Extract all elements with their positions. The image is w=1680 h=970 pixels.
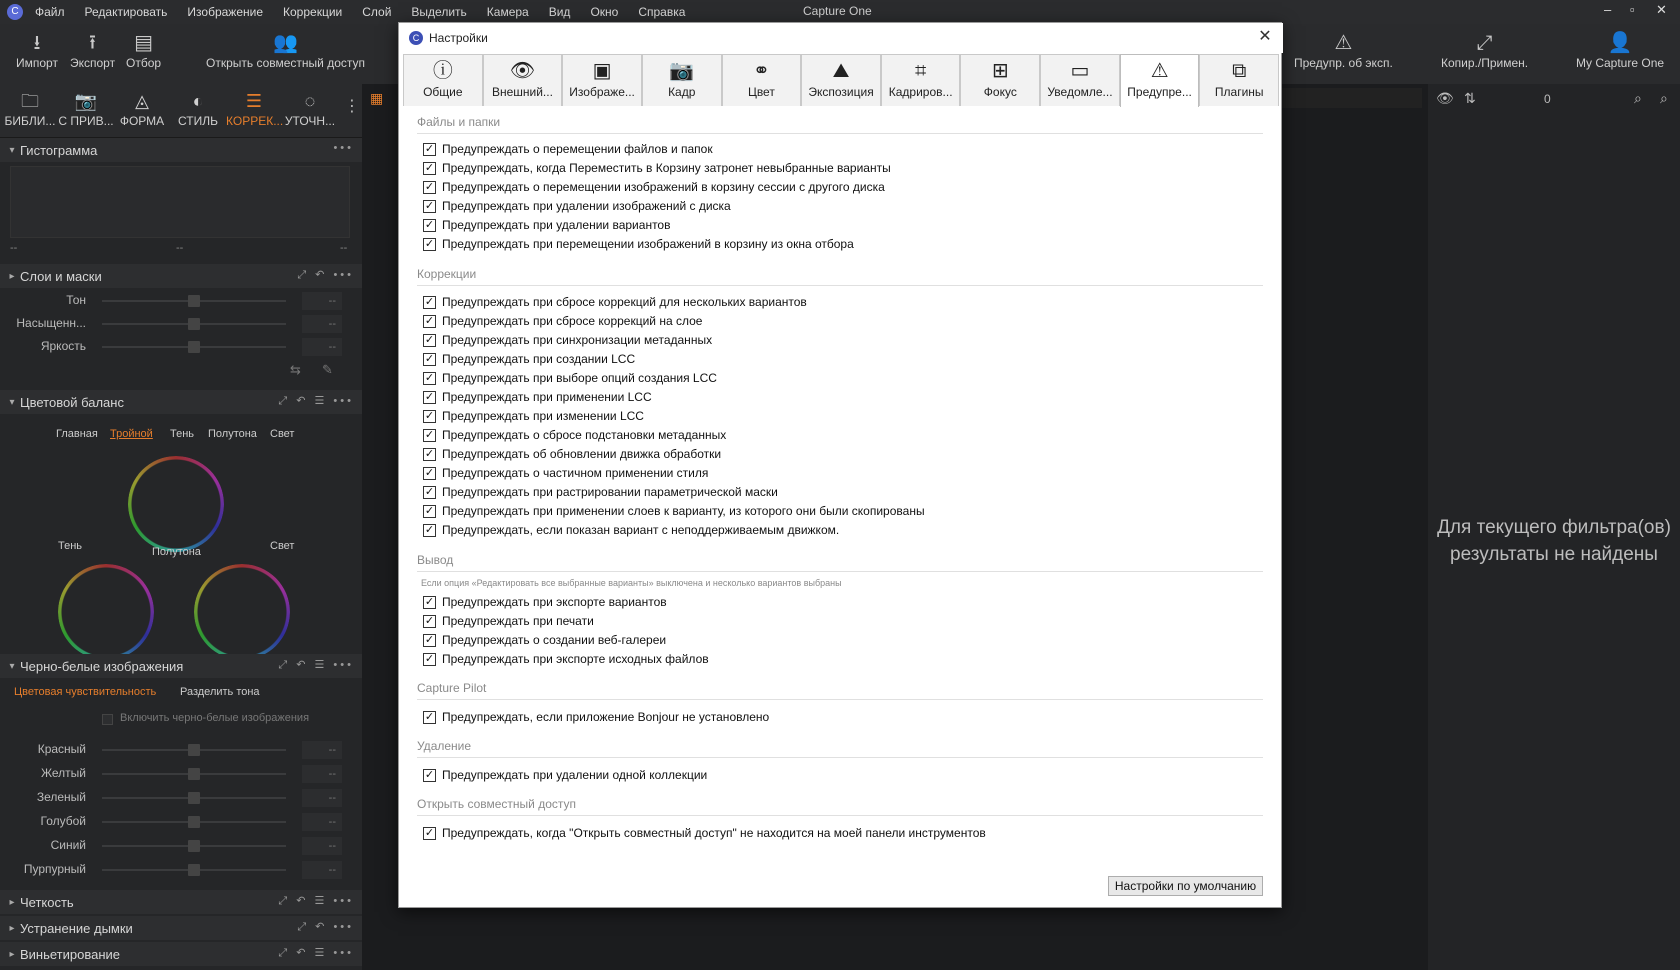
- focus-icon: ⊞: [991, 60, 1009, 82]
- bw-cyan-value[interactable]: --: [302, 813, 342, 831]
- checkbox-label: Предупреждать о сбросе подстановки метаданных: [442, 428, 727, 442]
- checkbox-checked[interactable]: ✓: [424, 161, 435, 174]
- close-icon[interactable]: ✕: [1258, 28, 1272, 45]
- tab-plugins[interactable]: [1199, 54, 1279, 106]
- bw-green-label: Зеленый: [36, 790, 86, 804]
- checkbox-checked[interactable]: ✓: [424, 826, 435, 839]
- export-icon: ⭱: [89, 32, 97, 54]
- checkbox-label: Предупреждать при печати: [442, 614, 594, 628]
- checkbox-checked[interactable]: ✓: [424, 371, 435, 384]
- checkbox-checked[interactable]: ✓: [424, 409, 435, 422]
- checkbox-checked[interactable]: ✓: [424, 447, 435, 460]
- cb-tab-master[interactable]: Главная: [56, 428, 98, 440]
- tab-exposure[interactable]: [801, 54, 881, 106]
- camera-icon: 📷: [74, 91, 98, 111]
- slider-knob[interactable]: [188, 792, 200, 804]
- checkbox-label: Предупреждать, когда "Открыть совместный доступ" не находится на моей панели инструментов: [442, 826, 986, 840]
- histogram-icon: ⛰: [832, 60, 850, 82]
- import-button[interactable]: [16, 30, 58, 70]
- sort-icon[interactable]: ⇅: [1464, 90, 1476, 106]
- group-title: Коррекции: [417, 267, 477, 281]
- tab-warnings[interactable]: [1120, 54, 1200, 107]
- tab-label: Внешний...: [491, 85, 553, 99]
- colorbalance-header[interactable]: [0, 390, 362, 414]
- checkbox-label: Предупреждать, если приложение Bonjour не установлено: [442, 710, 770, 724]
- maximize-icon[interactable]: ▫: [1630, 2, 1635, 17]
- chevron-right-icon: ▸: [9, 270, 15, 282]
- bw-red-value[interactable]: --: [302, 741, 342, 759]
- tab-capture[interactable]: [642, 54, 722, 106]
- close-window-icon[interactable]: ✕: [1656, 2, 1667, 17]
- tab-label: Общие: [423, 85, 463, 99]
- bw-tab-split[interactable]: Разделить тона: [180, 686, 260, 698]
- tooltab-shape[interactable]: [114, 88, 170, 128]
- picker-icon[interactable]: ✎: [322, 362, 333, 377]
- more-icon[interactable]: •••: [333, 142, 354, 154]
- account-label: My Capture One: [1576, 56, 1665, 70]
- warn-checkbox[interactable]: [423, 613, 594, 629]
- tooltab-label: УТОЧН...: [284, 114, 336, 128]
- section-tools-icon[interactable]: ⤢ ↶ ☰ •••: [278, 947, 354, 959]
- checkbox-label: Предупреждать, если показан вариант с неподдерживаемым движком.: [442, 523, 840, 537]
- image-count: 0: [1544, 92, 1551, 106]
- left-tool-panel: [0, 84, 362, 970]
- highlight-color-wheel[interactable]: [194, 564, 290, 660]
- import-label: Импорт: [16, 56, 58, 70]
- chevron-down-icon: ▾: [9, 660, 15, 672]
- menu-select[interactable]: Выделить: [411, 5, 467, 19]
- tab-focus[interactable]: [960, 54, 1040, 106]
- warn-checkbox[interactable]: [423, 522, 839, 538]
- lens-icon: ◬: [135, 91, 149, 111]
- group-adjustments: [417, 267, 1263, 281]
- warn-checkbox[interactable]: [423, 351, 635, 367]
- bw-blue-slider[interactable]: [0, 835, 362, 857]
- warn-checkbox[interactable]: [423, 632, 666, 648]
- tab-crop[interactable]: [881, 54, 961, 106]
- menu-bar: [0, 0, 1680, 24]
- empty-results-message: Для текущего фильтра(ов) результаты не найдены: [1437, 517, 1671, 565]
- tab-label: Фокус: [983, 85, 1017, 99]
- browser-panel: [1428, 84, 1680, 970]
- warn-checkbox[interactable]: [423, 465, 708, 481]
- checkbox-label: Предупреждать при применении слоев к варианту, из которого они были скопированы: [442, 504, 925, 518]
- checkbox-checked[interactable]: ✓: [424, 199, 435, 212]
- group-title: Вывод: [417, 553, 454, 567]
- tab-notifications[interactable]: [1040, 54, 1120, 106]
- checkbox-checked[interactable]: ✓: [424, 768, 435, 781]
- checkbox-checked[interactable]: ✓: [424, 237, 435, 250]
- checkbox-checked[interactable]: ✓: [424, 295, 435, 308]
- bw-green-value[interactable]: --: [302, 789, 342, 807]
- brightness-value[interactable]: --: [302, 338, 342, 356]
- layers-title: Слои и маски: [20, 268, 102, 284]
- histogram-mid: --: [176, 242, 184, 254]
- bw-cyan-slider[interactable]: [0, 811, 362, 833]
- group-output: [417, 553, 1263, 567]
- divider: [417, 757, 1263, 758]
- hue-value[interactable]: --: [302, 292, 342, 310]
- folder-icon: 🗀: [21, 91, 39, 111]
- share-users-icon: 👥: [273, 32, 298, 54]
- checkbox-label: Предупреждать об обновлении движка обработки: [442, 447, 722, 461]
- clarity-title: Четкость: [20, 894, 74, 910]
- menu-window[interactable]: Окно: [590, 5, 619, 19]
- checkbox-checked[interactable]: ✓: [424, 390, 435, 403]
- crop-icon: ⌗: [915, 60, 927, 82]
- warning-icon: ⚠: [1150, 60, 1169, 82]
- checkbox-label: Предупреждать о перемещении файлов и папок: [442, 142, 713, 156]
- divider: [417, 133, 1263, 134]
- menu-image[interactable]: Изображение: [187, 5, 264, 19]
- bw-enable-label: Включить черно-белые изображения: [120, 712, 310, 724]
- group-capture-pilot: [417, 681, 1263, 695]
- color-icon: ◐: [192, 91, 204, 111]
- saturation-label: Насыщенн...: [16, 316, 86, 330]
- chevron-down-icon: ▾: [9, 144, 15, 156]
- vignette-header[interactable]: [0, 942, 362, 966]
- grid-view-icon[interactable]: ▦: [370, 90, 384, 106]
- brightness-label: Яркость: [40, 339, 86, 353]
- zoom-slider[interactable]: [1282, 88, 1422, 108]
- bw-blue-value[interactable]: --: [302, 837, 342, 855]
- histogram-high: --: [340, 242, 348, 254]
- bw-cyan-label: Голубой: [40, 814, 86, 828]
- checkbox-label: Предупреждать о создании веб-галереи: [442, 633, 667, 647]
- histogram-header[interactable]: [0, 138, 362, 162]
- warn-checkbox[interactable]: [423, 236, 854, 252]
- checkbox-label: Предупреждать о перемещении изображений в корзину сессии с другого диска: [442, 180, 885, 194]
- hue-label: Тон: [66, 293, 86, 307]
- search-icon[interactable]: ⌕: [1660, 90, 1668, 106]
- warn-checkbox[interactable]: [423, 389, 652, 405]
- checkbox-label: Предупреждать при удалении вариантов: [442, 218, 671, 232]
- menu-adjustments[interactable]: Коррекции: [283, 5, 343, 19]
- warn-checkbox[interactable]: [423, 160, 891, 176]
- bw-yellow-slider[interactable]: [0, 763, 362, 785]
- info-icon: ⓘ: [432, 60, 453, 82]
- menu-layer[interactable]: Слой: [362, 5, 392, 19]
- more-tabs-icon[interactable]: ⋮: [344, 98, 360, 115]
- checkbox-label: Предупреждать при экспорте вариантов: [442, 595, 667, 609]
- tool-tabs: [0, 84, 362, 138]
- bw-yellow-label: Желтый: [40, 766, 86, 780]
- tooltab-label: СТИЛЬ: [178, 114, 218, 128]
- checkbox-label: Предупреждать при изменении LCC: [442, 409, 644, 423]
- midtone-label: Полутона: [152, 546, 201, 558]
- color-circles-icon: ⚭: [753, 60, 770, 82]
- output-note: Если опция «Редактировать все выбранные варианты» выключена и несколько вариантов выбраны: [421, 578, 842, 588]
- zoom-icon[interactable]: ⌕: [1634, 90, 1642, 106]
- export-button[interactable]: [70, 30, 115, 70]
- warn-checkbox[interactable]: [423, 446, 721, 462]
- slider-knob[interactable]: [188, 864, 200, 876]
- cb-tab-3way[interactable]: Тройной: [110, 428, 153, 440]
- app-title: Capture One: [803, 4, 872, 18]
- bw-title: Черно-белые изображения: [20, 658, 184, 674]
- tooltab-style[interactable]: [170, 88, 226, 128]
- checkbox-label: Предупреждать при применении LCC: [442, 390, 652, 404]
- checkbox-checked[interactable]: ✓: [424, 314, 435, 327]
- menu-camera[interactable]: Камера: [486, 5, 529, 19]
- checkbox-label: Предупреждать при синхронизации метаданных: [442, 333, 713, 347]
- reset-icon[interactable]: ⇆: [290, 362, 301, 377]
- warn-checkbox[interactable]: [423, 370, 717, 386]
- warn-checkbox[interactable]: [423, 594, 667, 610]
- chevron-down-icon: ▾: [9, 396, 15, 408]
- slider-knob[interactable]: [188, 816, 200, 828]
- exposure-warning-label: Предупр. об эксп.: [1294, 56, 1393, 70]
- checkbox-checked[interactable]: ✓: [424, 466, 435, 479]
- chevron-right-icon: ▸: [9, 922, 15, 934]
- warn-checkbox[interactable]: [423, 825, 986, 841]
- group-title: Файлы и папки: [417, 115, 501, 129]
- puzzle-icon: ⧉: [1232, 60, 1247, 82]
- checkbox-checked[interactable]: ✓: [424, 333, 435, 346]
- app-logo-icon: C: [7, 4, 23, 20]
- vignette-title: Виньетирование: [20, 946, 121, 962]
- menu-file[interactable]: Файл: [35, 5, 65, 19]
- section-tools-icon[interactable]: ⤢ ↶ •••: [297, 269, 354, 281]
- warn-checkbox[interactable]: [423, 313, 702, 329]
- brightness-slider[interactable]: [0, 336, 362, 358]
- section-tools-icon[interactable]: ⤢ ↶ ☰ •••: [278, 395, 354, 407]
- checkbox-label: Предупреждать, когда Переместить в Корзину затронет невыбранные варианты: [442, 161, 891, 175]
- bw-yellow-value[interactable]: --: [302, 765, 342, 783]
- hue-slider[interactable]: [0, 290, 362, 312]
- exposure-warning-button[interactable]: [1294, 30, 1393, 70]
- checkbox-label: Предупреждать о частичном применении стиля: [442, 466, 709, 480]
- dehaze-header[interactable]: [0, 916, 362, 940]
- saturation-slider[interactable]: [0, 313, 362, 335]
- divider: [417, 815, 1263, 816]
- warn-checkbox[interactable]: [423, 198, 731, 214]
- histogram-low: --: [10, 242, 18, 254]
- checkbox-checked[interactable]: ✓: [424, 523, 435, 536]
- checkbox-checked[interactable]: ✓: [424, 428, 435, 441]
- clarity-header[interactable]: [0, 890, 362, 914]
- tab-label: Кадр: [668, 85, 696, 99]
- import-icon: ⭳: [33, 32, 41, 54]
- eye-icon[interactable]: 👁: [1436, 90, 1454, 106]
- bw-header[interactable]: [0, 654, 362, 678]
- tab-appearance[interactable]: [483, 54, 563, 106]
- warn-checkbox[interactable]: [423, 408, 644, 424]
- dehaze-title: Устранение дымки: [20, 920, 133, 936]
- bw-magenta-value[interactable]: --: [302, 861, 342, 879]
- slider-knob[interactable]: [188, 744, 200, 756]
- account-button[interactable]: [1576, 30, 1664, 70]
- dialog-title: Настройки: [429, 31, 488, 45]
- checkbox-label: Предупреждать при перемещении изображений в корзину из окна отбора: [442, 237, 854, 251]
- warn-checkbox[interactable]: [423, 217, 670, 233]
- select-button[interactable]: [126, 30, 161, 70]
- checkbox-label: Предупреждать при удалении изображений с диска: [442, 199, 731, 213]
- warn-checkbox[interactable]: [423, 651, 709, 667]
- checkbox-checked[interactable]: ✓: [424, 142, 435, 155]
- shadow-color-wheel[interactable]: [58, 564, 154, 660]
- tooltab-capture[interactable]: [58, 88, 114, 128]
- checkbox-label: Предупреждать при удалении одной коллекции: [442, 768, 708, 782]
- tab-label: Экспозиция: [808, 85, 874, 99]
- slider-knob[interactable]: [188, 840, 200, 852]
- tab-general[interactable]: [403, 54, 483, 106]
- midtone-color-wheel[interactable]: [128, 456, 224, 552]
- checkbox-label: Предупреждать при выборе опций создания LCC: [442, 371, 717, 385]
- checkbox-checked[interactable]: ✓: [424, 633, 435, 646]
- checkbox-checked[interactable]: ✓: [424, 710, 435, 723]
- section-tools-icon[interactable]: ⤢ ↶ ☰ •••: [278, 659, 354, 671]
- camera-icon: 📷: [669, 60, 695, 82]
- warn-checkbox[interactable]: [423, 141, 713, 157]
- select-icon: ▤: [134, 32, 153, 54]
- group-title: Capture Pilot: [417, 681, 487, 695]
- divider: [417, 571, 1263, 572]
- warn-checkbox[interactable]: [423, 332, 712, 348]
- menu-view[interactable]: Вид: [548, 5, 571, 19]
- highlight-label: Свет: [270, 540, 295, 552]
- cb-tab-highlight[interactable]: Свет: [270, 428, 295, 440]
- cb-tab-midtone[interactable]: Полутона: [208, 428, 257, 440]
- app-logo-icon: C: [409, 31, 423, 45]
- layers-header[interactable]: [0, 264, 362, 288]
- refine-icon: ◌: [304, 91, 316, 111]
- share-button[interactable]: [206, 30, 365, 70]
- warn-checkbox[interactable]: [423, 709, 769, 725]
- warn-checkbox[interactable]: [423, 179, 885, 195]
- menu-edit[interactable]: Редактировать: [84, 5, 168, 19]
- settings-dialog: [398, 22, 1282, 908]
- group-files: [417, 115, 1263, 129]
- tooltab-label: С ПРИВ...: [58, 114, 114, 128]
- share-label: Открыть совместный доступ: [206, 56, 366, 70]
- copy-apply-button[interactable]: [1441, 30, 1528, 70]
- bw-magenta-slider[interactable]: [0, 859, 362, 881]
- warn-checkbox[interactable]: [423, 767, 707, 783]
- slider-knob[interactable]: [188, 768, 200, 780]
- tab-label: Плагины: [1214, 85, 1264, 99]
- slider-knob[interactable]: [188, 318, 200, 330]
- checkbox-checked[interactable]: ✓: [424, 180, 435, 193]
- warning-icon: ⚠: [1334, 32, 1353, 54]
- chevron-right-icon: ▸: [9, 896, 15, 908]
- saturation-value[interactable]: --: [302, 315, 342, 333]
- group-delete: [417, 739, 1263, 753]
- image-icon: ▣: [592, 60, 612, 82]
- cb-tab-shadow[interactable]: Тень: [170, 428, 195, 440]
- tooltab-label: БИБЛИ...: [4, 114, 56, 128]
- warn-checkbox[interactable]: [423, 503, 925, 519]
- tab-label: Предупре...: [1127, 85, 1192, 99]
- checkbox-checked[interactable]: ✓: [424, 352, 435, 365]
- copy-apply-label: Копир./Примен.: [1441, 56, 1529, 70]
- minimize-icon[interactable]: –: [1604, 2, 1612, 17]
- checkbox-checked[interactable]: ✓: [424, 218, 435, 231]
- tab-color[interactable]: [722, 54, 802, 106]
- restore-defaults-button[interactable]: Настройки по умолчанию: [1108, 876, 1263, 896]
- checkbox-label: Предупреждать при сбросе коррекций на слое: [442, 314, 703, 328]
- tab-image[interactable]: [562, 54, 642, 106]
- warn-checkbox[interactable]: [423, 294, 807, 310]
- group-title: Удаление: [417, 739, 472, 753]
- divider: [417, 699, 1263, 700]
- section-tools-icon[interactable]: ⤢ ↶ •••: [297, 921, 354, 933]
- checkbox-label: Предупреждать при сбросе коррекций для нескольких вариантов: [442, 295, 807, 309]
- sliders-icon: ☰: [245, 91, 263, 111]
- tab-label: Уведомле...: [1047, 85, 1113, 99]
- bw-red-slider[interactable]: [0, 739, 362, 761]
- checkbox-checked[interactable]: ✓: [424, 504, 435, 517]
- group-share: [417, 797, 1263, 811]
- checkbox-checked[interactable]: ✓: [424, 485, 435, 498]
- colorbalance-title: Цветовой баланс: [20, 394, 124, 410]
- tab-label: Изображе...: [569, 85, 635, 99]
- histogram-title: Гистограмма: [20, 142, 98, 158]
- group-title: Открыть совместный доступ: [417, 797, 577, 811]
- bw-magenta-label: Пурпурный: [23, 862, 86, 876]
- bw-green-slider[interactable]: [0, 787, 362, 809]
- menu-help[interactable]: Справка: [638, 5, 686, 19]
- checkbox-checked[interactable]: ✓: [424, 652, 435, 665]
- shadow-label: Тень: [58, 540, 83, 552]
- settings-tabs: [403, 54, 1279, 106]
- tooltab-library[interactable]: [2, 88, 58, 128]
- copy-apply-icon: ⤢: [1476, 32, 1493, 54]
- checkbox-label: Предупреждать при растрировании параметрической маски: [442, 485, 778, 499]
- tooltab-label: ФОРМА: [119, 114, 165, 128]
- divider: [417, 285, 1263, 286]
- section-tools-icon[interactable]: ⤢ ↶ ☰ •••: [278, 895, 354, 907]
- eye-icon: 👁: [509, 60, 536, 82]
- dialog-titlebar: [399, 23, 1283, 53]
- user-icon: 👤: [1607, 32, 1633, 54]
- chevron-right-icon: ▸: [9, 948, 15, 960]
- histogram-graph: [10, 166, 350, 238]
- tooltab-adjust[interactable]: [226, 88, 282, 128]
- checkbox-checked[interactable]: ✓: [424, 595, 435, 608]
- warn-checkbox[interactable]: [423, 427, 726, 443]
- warn-checkbox[interactable]: [423, 484, 778, 500]
- tooltab-refine[interactable]: [282, 88, 338, 128]
- checkbox-label: Предупреждать при создании LCC: [442, 352, 636, 366]
- speech-bubble-icon: ▭: [1070, 60, 1090, 82]
- slider-knob[interactable]: [188, 295, 200, 307]
- tab-label: Кадриров...: [888, 85, 953, 99]
- bw-tab-sensitivity[interactable]: Цветовая чувствительность: [14, 686, 157, 698]
- bw-enable-checkbox[interactable]: [102, 714, 113, 725]
- export-label: Экспорт: [70, 56, 116, 70]
- bw-blue-label: Синий: [50, 838, 86, 852]
- checkbox-label: Предупреждать при экспорте исходных файлов: [442, 652, 709, 666]
- select-label: Отбор: [126, 56, 162, 70]
- checkbox-checked[interactable]: ✓: [424, 614, 435, 627]
- tab-label: Цвет: [747, 85, 775, 99]
- slider-knob[interactable]: [188, 341, 200, 353]
- bw-red-label: Красный: [37, 742, 86, 756]
- tooltab-label: КОРРЕК...: [226, 114, 284, 128]
